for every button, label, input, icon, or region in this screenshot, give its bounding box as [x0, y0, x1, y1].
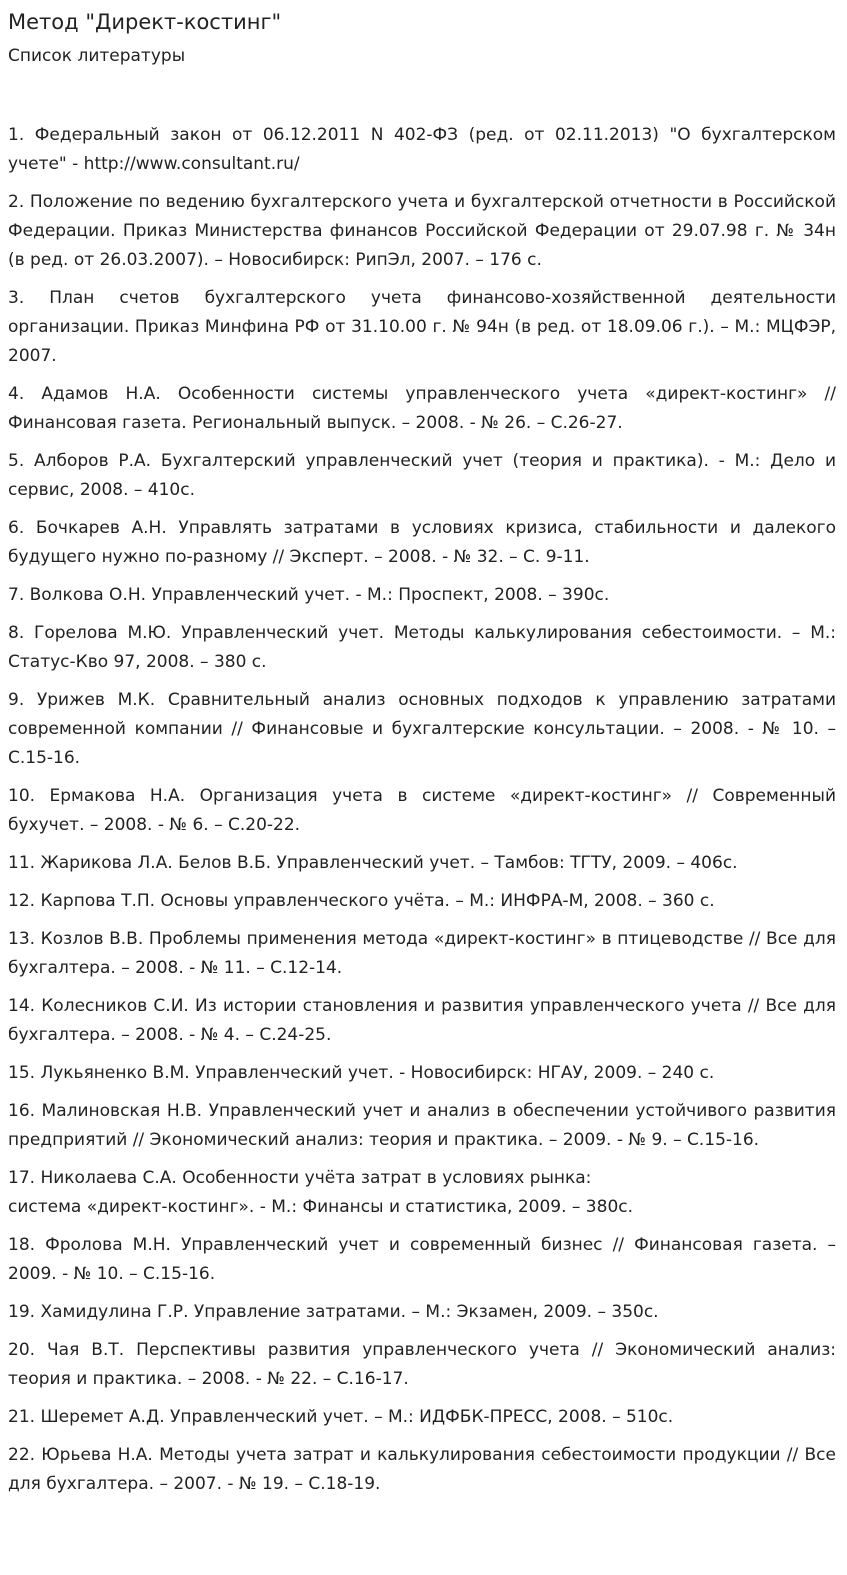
reference-item: 6. Бочкарев А.Н. Управлять затратами в условиях кризиса, стабильности и далекого будущего нужно по-разному // Эксперт. – 2008. - № 32. – С. 9-11.: [8, 518, 836, 567]
reference-item: 10. Ермакова Н.А. Организация учета в системе «директ-костинг» // Современный бухучет. – 2008. - № 6. – С.20-22.: [8, 786, 836, 835]
reference-item: 8. Горелова М.Ю. Управленческий учет. Методы калькулирования себестоимости. – М.: Статус-Кво 97, 2008. – 380 с.: [8, 623, 836, 672]
reference-item: 12. Карпова Т.П. Основы управленческого учёта. – М.: ИНФРА-М, 2008. – 360 с.: [8, 891, 715, 911]
reference-item: 3. План счетов бухгалтерского учета финансово-хозяйственной деятельности организации. Приказ Минфина РФ от 31.10.00 г. № 94н (в ред. от 18.09.06 г.). – М.: МЦФЭР, 2007.: [8, 288, 836, 366]
reference-item: 22. Юрьева Н.А. Методы учета затрат и калькулирования себестоимости продукции // Все для бухгалтера. – 2007. - № 19. – С.18-19.: [8, 1445, 836, 1494]
reference-item: 9. Урижев М.К. Сравнительный анализ основных подходов к управлению затратами современной компании // Финансовые и бухгалтерские консультации. – 2008. - № 10. – С.15-16.: [8, 690, 836, 768]
reference-list: [8, 121, 836, 1499]
reference-item: 5. Алборов Р.А. Бухгалтерский управленческий учет (теория и практика). - М.: Дело и сервис, 2008. – 410с.: [8, 451, 836, 500]
reference-item: 16. Малиновская Н.В. Управленческий учет и анализ в обеспечении устойчивого развития предприятий // Экономический анализ: теория и практика. – 2009. - № 9. – С.15-16.: [8, 1101, 836, 1150]
section-subtitle: Список литературы: [8, 46, 186, 66]
reference-item: 13. Козлов В.В. Проблемы применения метода «директ-костинг» в птицеводстве // Все для бухгалтера. – 2008. - № 11. – С.12-14.: [8, 929, 836, 978]
reference-item: 19. Хамидулина Г.Р. Управление затратами. – М.: Экзамен, 2009. – 350с.: [8, 1302, 659, 1322]
reference-item: 7. Волкова О.Н. Управленческий учет. - М.: Проспект, 2008. – 390с.: [8, 585, 610, 605]
reference-item: 21. Шеремет А.Д. Управленческий учет. – М.: ИДФБК-ПРЕСС, 2008. – 510с.: [8, 1407, 674, 1427]
reference-item: 20. Чая В.Т. Перспективы развития управленческого учета // Экономический анализ: теория и практика. – 2008. - № 22. – С.16-17.: [8, 1340, 836, 1389]
reference-item: 18. Фролова М.Н. Управленческий учет и современный бизнес // Финансовая газета. – 2009. - № 10. – С.15-16.: [8, 1235, 836, 1284]
reference-item: 1. Федеральный закон от 06.12.2011 N 402-ФЗ (ред. от 02.11.2013) "О бухгалтерском учете" - http://www.consultant.ru/: [8, 125, 836, 174]
reference-item: 11. Жарикова Л.А. Белов В.Б. Управленческий учет. – Тамбов: ТГТУ, 2009. – 406с.: [8, 853, 738, 873]
page-title: Метод "Директ-костинг": [8, 10, 282, 34]
reference-item: 4. Адамов Н.А. Особенности системы управленческого учета «директ-костинг» // Финансовая газета. Региональный выпуск. – 2008. - № 26. – С.26-27.: [8, 384, 836, 433]
reference-item: 2. Положение по ведению бухгалтерского учета и бухгалтерской отчетности в Российской Федерации. Приказ Министерства финансов Российской Федерации от 29.07.98 г. № 34н (в ред. от 26.03.2007). – Новосибирск: РипЭл, 2007. – 176 с.: [8, 192, 836, 270]
reference-item: 14. Колесников С.И. Из истории становления и развития управленческого учета // Все для бухгалтера. – 2008. - № 4. – С.24-25.: [8, 996, 836, 1045]
reference-item: 17. Николаева С.А. Особенности учёта затрат в условиях рынка: система «директ-костинг». - М.: Финансы и статистика, 2009. – 380с.: [8, 1168, 634, 1217]
reference-item: 15. Лукьяненко В.М. Управленческий учет. - Новосибирск: НГАУ, 2009. – 240 с.: [8, 1063, 715, 1083]
